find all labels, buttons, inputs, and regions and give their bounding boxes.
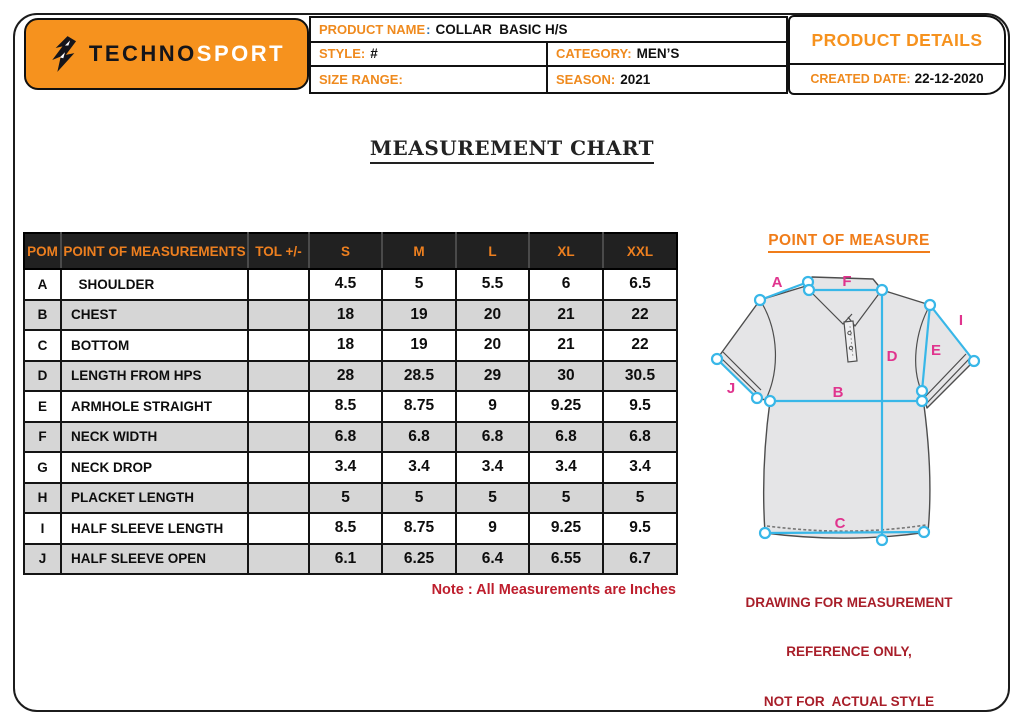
measurement-label: NECK DROP xyxy=(61,452,248,483)
product-details-title: PRODUCT DETAILS xyxy=(790,17,1004,65)
value-l: 3.4 xyxy=(456,452,529,483)
product-details-box xyxy=(788,15,1006,95)
col-header-tolerance: TOL +/- xyxy=(248,233,309,269)
value-xxl: 30.5 xyxy=(603,361,677,392)
table-row xyxy=(24,513,677,544)
value-xxl: 6.5 xyxy=(603,269,677,300)
drawing-disclaimer xyxy=(703,562,995,724)
value-s: 8.5 xyxy=(309,391,382,422)
created-date-row xyxy=(790,65,1004,92)
table-row xyxy=(24,483,677,514)
shirt-body xyxy=(717,277,974,538)
col-header-point-of-measurements: POINT OF MEASUREMENTS xyxy=(61,233,248,269)
point-of-measure-title: POINT OF MEASURE xyxy=(703,232,995,250)
measurement-table xyxy=(23,232,678,575)
tolerance-cell xyxy=(248,544,309,575)
technosport-logo-icon xyxy=(48,35,82,73)
value-xxl: 9.5 xyxy=(603,391,677,422)
value-s: 5 xyxy=(309,483,382,514)
created-date-value: 22-12-2020 xyxy=(914,71,984,86)
page-title: MEASUREMENT CHART xyxy=(0,136,1024,160)
header-row-size-season xyxy=(311,67,786,92)
value-l: 9 xyxy=(456,513,529,544)
value-l: 6.4 xyxy=(456,544,529,575)
pom-letter: J xyxy=(24,544,61,575)
value-s: 4.5 xyxy=(309,269,382,300)
pom-letter: E xyxy=(24,391,61,422)
col-header-size-s: S xyxy=(309,233,382,269)
season-value: 2021 xyxy=(620,72,651,88)
measurement-label: HALF SLEEVE OPEN xyxy=(61,544,248,575)
units-note: Note : All Measurements are Inches xyxy=(431,582,676,598)
table-row xyxy=(24,269,677,300)
pom-letter: I xyxy=(24,513,61,544)
tolerance-cell xyxy=(248,391,309,422)
table-header-row xyxy=(24,233,677,269)
col-header-size-l: L xyxy=(456,233,529,269)
header-row-style-category xyxy=(311,43,786,68)
value-l: 5.5 xyxy=(456,269,529,300)
style-value: # xyxy=(370,46,378,62)
value-m: 8.75 xyxy=(382,513,456,544)
value-xl: 6.8 xyxy=(529,422,603,453)
point-label-B: B xyxy=(832,384,844,401)
measurement-label: HALF SLEEVE LENGTH xyxy=(61,513,248,544)
point-label-I: I xyxy=(958,312,964,329)
polo-shirt-drawing xyxy=(702,260,992,550)
pom-letter: A xyxy=(24,269,61,300)
size-range-label: SIZE RANGE: xyxy=(319,72,403,88)
value-xl: 30 xyxy=(529,361,603,392)
table-row xyxy=(24,330,677,361)
point-label-J: J xyxy=(726,380,736,397)
value-l: 20 xyxy=(456,300,529,331)
value-xl: 6 xyxy=(529,269,603,300)
measurement-label: LENGTH FROM HPS xyxy=(61,361,248,392)
point-label-C: C xyxy=(834,515,846,532)
table-row xyxy=(24,544,677,575)
brand-part-techno: TECHNO xyxy=(88,41,197,66)
value-m: 5 xyxy=(382,269,456,300)
value-xxl: 3.4 xyxy=(603,452,677,483)
value-s: 6.1 xyxy=(309,544,382,575)
brand-wordmark xyxy=(89,41,285,67)
value-xxl: 22 xyxy=(603,330,677,361)
point-label-A: A xyxy=(771,274,783,291)
tolerance-cell xyxy=(248,422,309,453)
header-row-product-name xyxy=(311,18,786,43)
disclaimer-line: NOT FOR ACTUAL STYLE xyxy=(763,693,935,709)
pom-letter: F xyxy=(24,422,61,453)
technosport-logo xyxy=(24,18,309,90)
measure-line-C xyxy=(765,532,924,533)
value-l: 5 xyxy=(456,483,529,514)
measurement-label: NECK WIDTH xyxy=(61,422,248,453)
tolerance-cell xyxy=(248,330,309,361)
measurement-label: BOTTOM xyxy=(61,330,248,361)
col-header-size-m: M xyxy=(382,233,456,269)
value-xl: 5 xyxy=(529,483,603,514)
value-m: 8.75 xyxy=(382,391,456,422)
value-s: 28 xyxy=(309,361,382,392)
tolerance-cell xyxy=(248,300,309,331)
value-xl: 3.4 xyxy=(529,452,603,483)
value-xxl: 6.8 xyxy=(603,422,677,453)
header-info-table xyxy=(309,16,788,94)
value-m: 6.8 xyxy=(382,422,456,453)
value-xl: 9.25 xyxy=(529,391,603,422)
value-s: 8.5 xyxy=(309,513,382,544)
tolerance-cell xyxy=(248,361,309,392)
value-l: 6.8 xyxy=(456,422,529,453)
value-xxl: 6.7 xyxy=(603,544,677,575)
pom-letter: B xyxy=(24,300,61,331)
value-s: 3.4 xyxy=(309,452,382,483)
value-xl: 21 xyxy=(529,330,603,361)
measurement-label: CHEST xyxy=(61,300,248,331)
value-s: 6.8 xyxy=(309,422,382,453)
disclaimer-line: DRAWING FOR MEASUREMENT xyxy=(745,594,953,610)
value-m: 6.25 xyxy=(382,544,456,575)
table-row xyxy=(24,361,677,392)
value-xxl: 22 xyxy=(603,300,677,331)
value-l: 29 xyxy=(456,361,529,392)
product-name-colon: : xyxy=(426,21,431,37)
season-label: SEASON: xyxy=(556,72,616,88)
table-row xyxy=(24,422,677,453)
pom-letter: H xyxy=(24,483,61,514)
point-label-D: D xyxy=(886,348,898,365)
value-m: 5 xyxy=(382,483,456,514)
col-header-size-xxl: XXL xyxy=(603,233,677,269)
pom-letter: G xyxy=(24,452,61,483)
col-header-pom: POM xyxy=(24,233,61,269)
category-label: CATEGORY: xyxy=(556,46,632,62)
pom-letter: D xyxy=(24,361,61,392)
value-m: 28.5 xyxy=(382,361,456,392)
value-m: 19 xyxy=(382,300,456,331)
tolerance-cell xyxy=(248,269,309,300)
value-xl: 9.25 xyxy=(529,513,603,544)
measurement-label: PLACKET LENGTH xyxy=(61,483,248,514)
value-xl: 6.55 xyxy=(529,544,603,575)
value-xl: 21 xyxy=(529,300,603,331)
disclaimer-line: REFERENCE ONLY, xyxy=(786,644,912,660)
created-date-label: CREATED DATE: xyxy=(810,71,911,86)
product-name-label: PRODUCT NAME xyxy=(319,21,426,37)
table-row xyxy=(24,452,677,483)
value-m: 3.4 xyxy=(382,452,456,483)
table-row xyxy=(24,300,677,331)
point-label-E: E xyxy=(930,342,942,359)
point-label-F: F xyxy=(842,273,852,290)
value-xxl: 5 xyxy=(603,483,677,514)
tolerance-cell xyxy=(248,483,309,514)
measurement-label: ARMHOLE STRAIGHT xyxy=(61,391,248,422)
value-s: 18 xyxy=(309,300,382,331)
tolerance-cell xyxy=(248,452,309,483)
value-l: 20 xyxy=(456,330,529,361)
tolerance-cell xyxy=(248,513,309,544)
style-label: STYLE: xyxy=(319,46,366,62)
table-row xyxy=(24,391,677,422)
brand-part-sport: SPORT xyxy=(196,41,286,66)
category-value: MEN’S xyxy=(636,46,680,62)
measurement-label: SHOULDER xyxy=(61,269,248,300)
value-s: 18 xyxy=(309,330,382,361)
value-xxl: 9.5 xyxy=(603,513,677,544)
col-header-size-xl: XL xyxy=(529,233,603,269)
value-m: 19 xyxy=(382,330,456,361)
pom-letter: C xyxy=(24,330,61,361)
value-l: 9 xyxy=(456,391,529,422)
product-name-value: COLLAR BASIC H/S xyxy=(435,21,568,37)
